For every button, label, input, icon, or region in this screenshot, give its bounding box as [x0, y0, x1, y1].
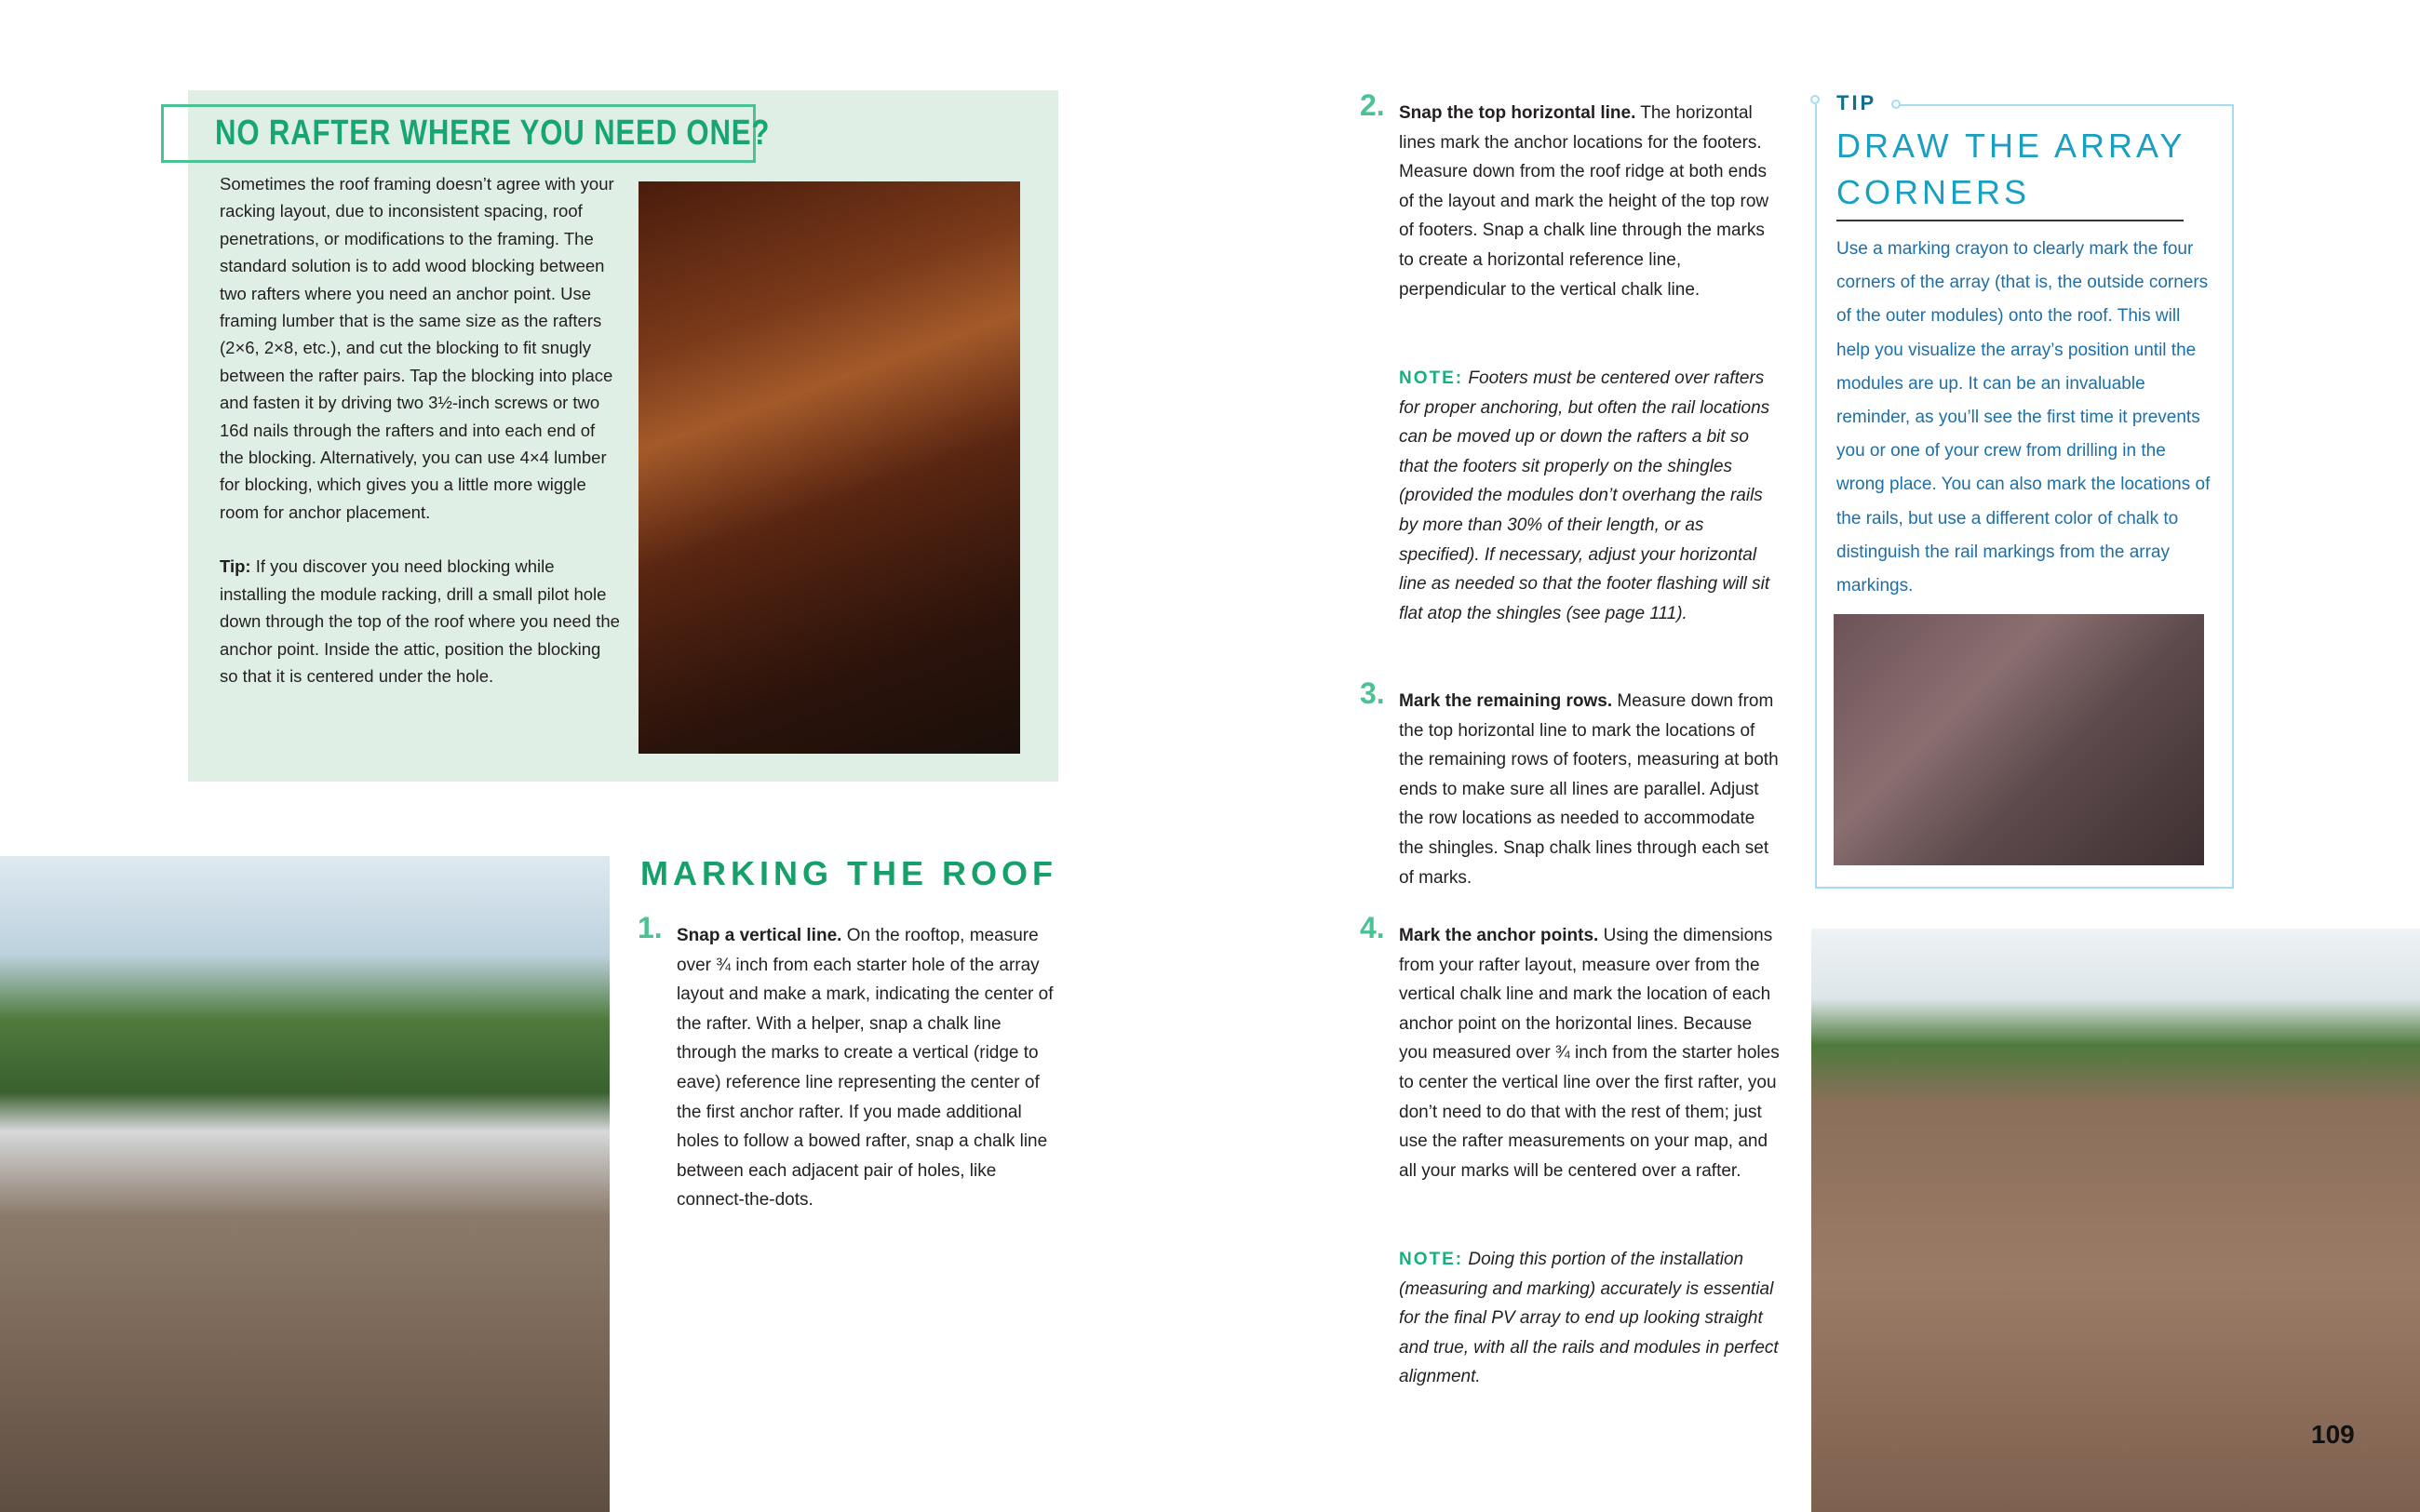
step-4: 4. Mark the anchor points. Using the dimensions from your rafter layout, measure over from the vertical chalk line and mark the location of each anchor point on the horizontal lines. Because you measured over ¾ inch from the starter holes to center the vertical line over the first rafter, you don’t need to do that with the rest of them; just use the rafter measurements on your map, and all your marks will be centered over a rafter. — [1360, 911, 1780, 1181]
tip-title: DRAW THE ARRAY CORNERS — [1836, 127, 2185, 211]
tip-body: Use a marking crayon to clearly mark the four corners of the array (that is, the outside corners of the outer modules) onto the roof. This will help you visualize the array’s position until the modules are up. It can be an invaluable reminder, as you’ll see the first time it prevents you or one of your crew from drilling in the wrong place. You can also mark the locations of the rails, but use a different color of chalk to distinguish the rail markings from the array markings. — [1836, 239, 2211, 596]
step-3: 3. Mark the remaining rows. Measure down from the top horizontal line to mark the locations of the remaining rows of footers, measuring at both ends to make sure all lines are parallel. Adjust the row locations as needed to accommodate the shingles. Snap chalk lines through each set of marks. — [1360, 676, 1779, 888]
sidebar-title: NO RAFTER WHERE YOU NEED ONE? — [161, 104, 756, 163]
crayon-marking-photo — [1834, 614, 2204, 865]
attic-blocking-photo — [639, 181, 1020, 754]
note-1: NOTE: Footers must be centered over rafters for proper anchoring, but often the rail locations can be moved up or down the rafters a bit so that the footers sit properly on the shingles (provided the modules don’t overhang the rails by more than 30% of their length, or as specified). If necessary, adjust your horizontal line as needed so that the footer flashing will sit flat atop the shingles (see page 111). — [1399, 368, 1770, 623]
roof-marking-photo — [0, 856, 610, 1512]
step-1: 1. Snap a vertical line. On the rooftop, measure over ¾ inch from each starter hole of the array layout and make a mark, indicating the center of the rafter. With a helper, snap a chalk line through the marks to create a vertical (ridge to eave) reference line representing the center of the first anchor rafter. If you made additional holes to follow a bowed rafter, snap a chalk line between each adjacent pair of holes, like connect-the-dots. — [638, 911, 1054, 1211]
tip-dot-icon — [1891, 100, 1901, 109]
tip-dot-icon — [1810, 95, 1820, 104]
sidebar-tip: Tip: If you discover you need blocking while installing the module racking, drill a small pilot hole down through the top of the roof where you need the anchor point. Inside the attic, position the blocking so that it is centered under the hole. — [220, 556, 620, 686]
sidebar-paragraph: Sometimes the roof framing doesn’t agree with your racking layout, due to inconsistent spacing, roof penetrations, or modifications to the framing. The standard solution is to add wood blocking between two rafters where you need an anchor point. Use framing lumber that is the same size as the rafters (2×6, 2×8, etc.), and cut the blocking to fit snugly between the rafter pairs. Tap the blocking into place and fasten it by driving two 3½-inch screws or two 16d nails through the rafters and into each end of the blocking. Alternatively, you can use 4×4 lumber for blocking, which gives you a little more wiggle room for anchor placement. — [220, 174, 614, 522]
page-number: 109 — [2311, 1420, 2355, 1449]
tip-top-rule — [1899, 104, 2234, 106]
section-heading: MARKING THE ROOF — [640, 854, 1057, 892]
step-2: 2. Snap the top horizontal line. The horizontal lines mark the anchor locations for the footers. Measure down from the roof ridge at both ends of the layout and mark the height of the top row of footers. Snap a chalk line through the marks to create a horizontal reference line, perpendicular to the vertical chalk line. — [1360, 88, 1769, 300]
tip-divider — [1836, 220, 2184, 221]
note-2: NOTE: Doing this portion of the installation (measuring and marking) accurately is essential for the final PV array to end up looking straight and true, with all the rails and modules in perfect alignment. — [1399, 1250, 1779, 1387]
sidebar-body — [220, 170, 620, 716]
tip-label: TIP — [1836, 91, 1877, 114]
